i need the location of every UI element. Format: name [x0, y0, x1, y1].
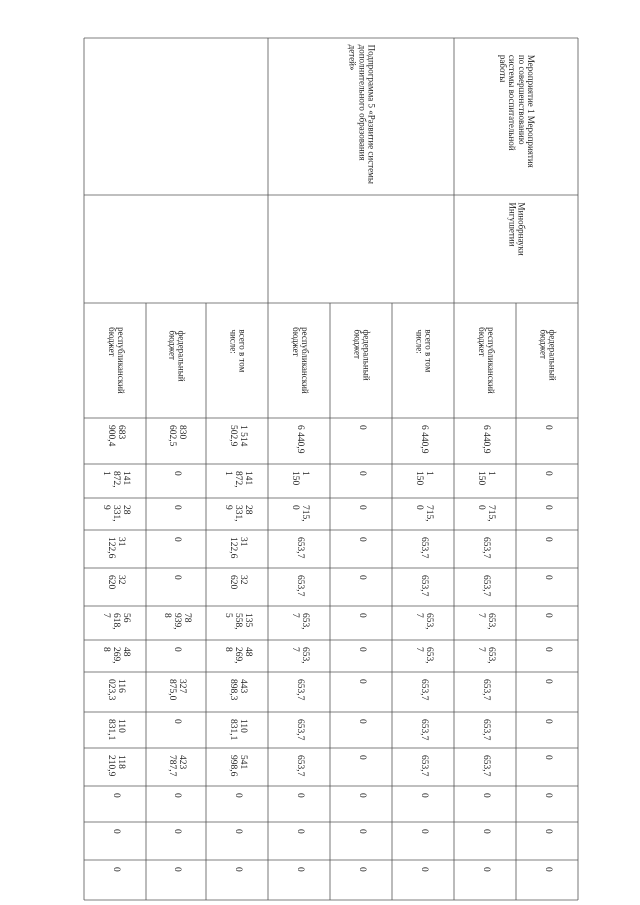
value-cell: [516, 606, 578, 640]
value-cell-text: 0: [418, 793, 429, 798]
value-cell-text: 0: [171, 793, 182, 798]
value-cell: [392, 672, 454, 712]
value-cell-text: 0: [418, 829, 429, 834]
value-cell-text: 56 618, 7: [101, 613, 131, 630]
value-cell: [146, 712, 206, 748]
value-cell-text: 653, 7: [476, 613, 496, 630]
value-cell-text: 653,7: [294, 575, 305, 597]
value-cell: [454, 640, 516, 672]
value-cell: [392, 530, 454, 568]
program-name-cell: [454, 38, 578, 195]
value-cell-text: 0: [542, 867, 553, 872]
value-cell: [84, 568, 146, 606]
value-cell: [454, 498, 516, 530]
value-cell-text: 48 269, 8: [101, 647, 131, 664]
value-cell: [392, 606, 454, 640]
value-cell-text: 0: [356, 613, 367, 618]
value-cell: [84, 822, 146, 860]
value-cell-text: 0: [294, 829, 305, 834]
value-cell-text: 541 998,6: [228, 755, 248, 777]
value-cell: [146, 530, 206, 568]
value-cell-text: 0: [171, 505, 182, 510]
value-cell-text: 0: [356, 679, 367, 684]
value-cell: [268, 640, 330, 672]
value-cell-text: 110 831,1: [106, 719, 126, 741]
value-cell-text: 118 210,9: [106, 755, 126, 777]
funding-source-cell: [206, 303, 268, 418]
value-cell: [330, 822, 392, 860]
value-cell: [454, 464, 516, 498]
value-cell: [206, 748, 268, 786]
value-cell-text: 653,7: [418, 537, 429, 559]
value-cell-text: 28 331, 9: [223, 505, 253, 522]
value-cell: [146, 568, 206, 606]
value-cell-text: 653,7: [294, 679, 305, 701]
value-cell-text: 653,7: [480, 537, 491, 559]
value-cell-text: 653,7: [418, 719, 429, 741]
value-cell-text: 6 440,9: [480, 425, 491, 454]
value-cell: [206, 418, 268, 464]
responsible-cell: [454, 195, 578, 303]
value-cell-text: 0: [542, 793, 553, 798]
value-cell-text: 653,7: [294, 719, 305, 741]
value-cell-text: 0: [171, 829, 182, 834]
funding-source-cell-text: федеральный бюджет: [352, 329, 372, 381]
value-cell-text: 0: [542, 425, 553, 430]
funding-source-cell: [84, 303, 146, 418]
funding-source-cell: [454, 303, 516, 418]
value-cell: [268, 748, 330, 786]
value-cell: [268, 530, 330, 568]
value-cell: [146, 498, 206, 530]
value-cell-text: 0: [110, 867, 121, 872]
funding-source-cell: [330, 303, 392, 418]
value-cell-text: 0: [542, 647, 553, 652]
value-cell: [84, 418, 146, 464]
value-cell: [146, 418, 206, 464]
value-cell: [206, 530, 268, 568]
value-cell: [516, 640, 578, 672]
value-cell: [516, 822, 578, 860]
value-cell-text: 0: [542, 755, 553, 760]
value-cell-text: 653,7: [480, 755, 491, 777]
value-cell-text: 31 122,6: [228, 537, 248, 559]
value-cell-text: 0: [232, 867, 243, 872]
program-name-cell: [268, 38, 454, 195]
value-cell: [392, 822, 454, 860]
value-cell: [84, 530, 146, 568]
value-cell: [84, 860, 146, 900]
value-cell: [454, 748, 516, 786]
value-cell-text: 110 831,1: [228, 719, 248, 741]
value-cell: [330, 568, 392, 606]
funding-source-cell-text: федеральный бюджет: [167, 330, 187, 382]
value-cell-text: 0: [542, 505, 553, 510]
value-cell-text: 0: [542, 575, 553, 580]
value-cell-text: 135 558, 5: [223, 613, 253, 630]
value-cell-text: 0: [480, 829, 491, 834]
value-cell: [392, 418, 454, 464]
value-cell: [454, 568, 516, 606]
funding-source-cell-text: всего в том числе:: [228, 329, 248, 373]
value-cell: [206, 672, 268, 712]
value-cell: [268, 786, 330, 822]
value-cell-text: 0: [171, 719, 182, 724]
value-cell: [454, 712, 516, 748]
value-cell: [392, 860, 454, 900]
value-cell: [206, 464, 268, 498]
value-cell: [330, 640, 392, 672]
value-cell-text: 0: [542, 537, 553, 542]
value-cell-text: 327 875,0: [167, 679, 187, 701]
value-cell-text: 0: [356, 425, 367, 430]
value-cell: [516, 418, 578, 464]
value-cell: [454, 786, 516, 822]
value-cell-text: 0: [356, 829, 367, 834]
value-cell-text: 653,7: [480, 719, 491, 741]
value-cell: [454, 530, 516, 568]
value-cell-text: 116 023,3: [106, 679, 126, 701]
value-cell: [84, 712, 146, 748]
value-cell-text: 48 269, 8: [223, 647, 253, 664]
value-cell-text: 653,7: [480, 679, 491, 701]
value-cell: [516, 786, 578, 822]
value-cell-text: 0: [171, 575, 182, 580]
value-cell-text: 0: [232, 829, 243, 834]
value-cell-text: 0: [171, 867, 182, 872]
value-cell-text: 0: [356, 537, 367, 542]
value-cell-text: 28 331, 9: [101, 505, 131, 522]
value-cell: [392, 498, 454, 530]
value-cell-text: 0: [232, 793, 243, 798]
value-cell: [392, 748, 454, 786]
value-cell-text: 141 872, 1: [101, 471, 131, 488]
value-cell-text: 0: [294, 867, 305, 872]
value-cell-text: 830 602,5: [167, 425, 187, 447]
value-cell: [516, 748, 578, 786]
value-cell: [330, 712, 392, 748]
funding-source-cell-text: республиканский бюджет: [106, 327, 126, 394]
value-cell: [268, 822, 330, 860]
value-cell: [330, 606, 392, 640]
value-cell: [206, 640, 268, 672]
value-cell-text: 0: [110, 829, 121, 834]
value-cell-text: 0: [171, 537, 182, 542]
value-cell: [146, 786, 206, 822]
value-cell-text: 0: [171, 471, 182, 476]
funding-source-cell: [516, 303, 578, 418]
value-cell: [84, 786, 146, 822]
value-cell-text: 653,7: [418, 679, 429, 701]
value-cell-text: 0: [542, 679, 553, 684]
value-cell-text: 1 150: [290, 471, 310, 486]
value-cell: [516, 530, 578, 568]
value-cell: [206, 568, 268, 606]
value-cell: [84, 672, 146, 712]
value-cell-text: 6 440,9: [294, 425, 305, 454]
value-cell-text: 715, 0: [414, 505, 434, 522]
value-cell: [206, 860, 268, 900]
value-cell: [330, 786, 392, 822]
value-cell-text: 715, 0: [476, 505, 496, 522]
value-cell-text: 653,7: [294, 537, 305, 559]
value-cell: [454, 860, 516, 900]
value-cell-text: 6 440,9: [418, 425, 429, 454]
value-cell-text: 32 620: [228, 575, 248, 590]
value-cell-text: 1 150: [414, 471, 434, 486]
value-cell: [392, 786, 454, 822]
value-cell-text: 0: [480, 867, 491, 872]
value-cell-text: 0: [542, 613, 553, 618]
value-cell: [330, 860, 392, 900]
value-cell-text: 1 150: [476, 471, 496, 486]
value-cell-text: 653, 7: [414, 647, 434, 664]
value-cell: [84, 464, 146, 498]
value-cell: [146, 640, 206, 672]
value-cell: [146, 606, 206, 640]
value-cell-text: 0: [356, 505, 367, 510]
value-cell-text: 683 900,4: [106, 425, 126, 447]
value-cell: [330, 464, 392, 498]
value-cell-text: 0: [356, 755, 367, 760]
value-cell-text: 0: [356, 575, 367, 580]
value-cell: [268, 860, 330, 900]
value-cell: [392, 568, 454, 606]
value-cell-text: 0: [542, 471, 553, 476]
value-cell: [330, 672, 392, 712]
value-cell: [516, 712, 578, 748]
value-cell: [146, 748, 206, 786]
value-cell: [516, 498, 578, 530]
value-cell: [84, 606, 146, 640]
value-cell-text: 32 620: [106, 575, 126, 590]
program-name-cell-text: Мероприятие 1 Мероприятия по совершенствованию системы воспитательной работы: [497, 54, 536, 168]
funding-source-cell-text: республиканский бюджет: [290, 327, 310, 394]
responsible-cell-text: Минобрнауки Ингушетии: [507, 202, 527, 256]
value-cell-text: 0: [356, 719, 367, 724]
value-cell: [516, 464, 578, 498]
value-cell-text: 653, 7: [290, 647, 310, 664]
value-cell: [146, 672, 206, 712]
value-cell-text: 0: [542, 829, 553, 834]
value-cell-text: 0: [356, 647, 367, 652]
value-cell-text: 0: [356, 471, 367, 476]
value-cell: [268, 464, 330, 498]
value-cell: [516, 672, 578, 712]
value-cell-text: 423 787,7: [167, 755, 187, 777]
value-cell: [268, 498, 330, 530]
value-cell-text: 1 514 502,9: [228, 425, 248, 447]
value-cell-text: 0: [110, 793, 121, 798]
value-cell-text: 78 939, 8: [162, 613, 192, 630]
program-name-cell-text: Подпрограмма 5 «Развитие системы дополнительного образования детей»: [347, 45, 377, 185]
value-cell: [206, 712, 268, 748]
value-cell: [84, 640, 146, 672]
funding-source-cell-text: федеральный бюджет: [538, 329, 558, 381]
value-cell: [206, 786, 268, 822]
funding-source-cell: [268, 303, 330, 418]
value-cell-text: 0: [542, 719, 553, 724]
value-cell: [392, 464, 454, 498]
value-cell-text: 443 898,3: [228, 679, 248, 701]
funding-source-cell-text: всего в том числе:: [414, 329, 434, 373]
value-cell: [392, 712, 454, 748]
value-cell-text: 653, 7: [414, 613, 434, 630]
funding-source-cell-text: республиканский бюджет: [476, 327, 496, 394]
value-cell: [206, 498, 268, 530]
value-cell-text: 0: [171, 647, 182, 652]
value-cell-text: 141 872, 1: [223, 471, 253, 488]
value-cell-text: 653,7: [418, 575, 429, 597]
value-cell: [454, 606, 516, 640]
value-cell: [330, 530, 392, 568]
value-cell-text: 715, 0: [290, 505, 310, 522]
value-cell-text: 0: [480, 793, 491, 798]
value-cell: [268, 672, 330, 712]
value-cell-text: 0: [418, 867, 429, 872]
value-cell: [268, 418, 330, 464]
responsible-cell: [268, 195, 454, 303]
value-cell: [516, 568, 578, 606]
value-cell-text: 653,7: [480, 575, 491, 597]
value-cell: [206, 822, 268, 860]
value-cell: [330, 418, 392, 464]
value-cell: [206, 606, 268, 640]
value-cell: [392, 640, 454, 672]
value-cell: [330, 498, 392, 530]
value-cell: [146, 822, 206, 860]
value-cell: [84, 498, 146, 530]
value-cell: [454, 418, 516, 464]
funding-source-cell: [146, 303, 206, 418]
value-cell-text: 0: [294, 793, 305, 798]
value-cell-text: 653,7: [294, 755, 305, 777]
funding-source-cell: [392, 303, 454, 418]
value-cell: [268, 568, 330, 606]
value-cell-text: 653,7: [418, 755, 429, 777]
value-cell: [454, 822, 516, 860]
value-cell: [516, 860, 578, 900]
value-cell: [84, 748, 146, 786]
value-cell: [454, 672, 516, 712]
value-cell: [146, 464, 206, 498]
value-cell-text: 31 122,6: [106, 537, 126, 559]
value-cell: [268, 712, 330, 748]
value-cell-text: 653, 7: [290, 613, 310, 630]
value-cell: [330, 748, 392, 786]
value-cell-text: 0: [356, 793, 367, 798]
value-cell: [268, 606, 330, 640]
value-cell-text: 653, 7: [476, 647, 496, 664]
value-cell: [146, 860, 206, 900]
value-cell-text: 0: [356, 867, 367, 872]
